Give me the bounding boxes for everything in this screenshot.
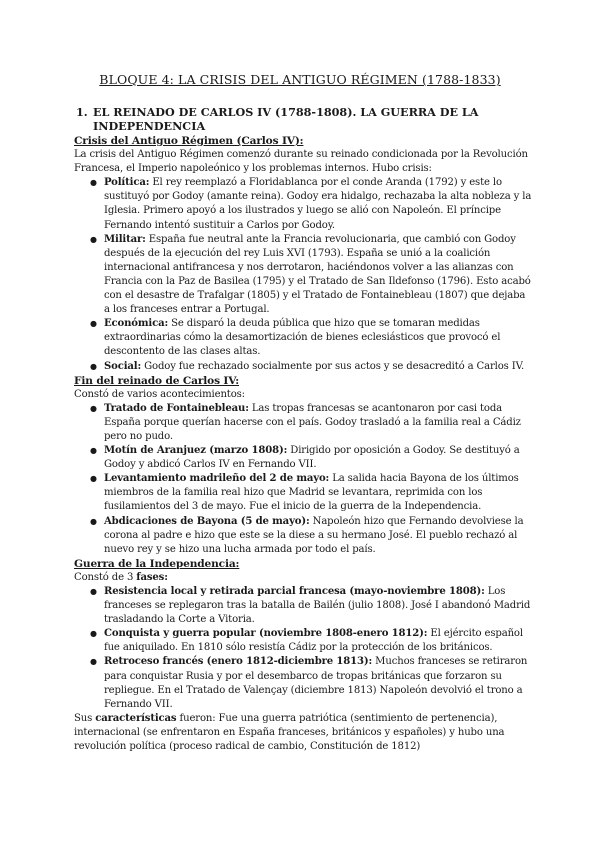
- list-item-label: Tratado de Fontainebleau:: [104, 402, 249, 414]
- list-item: [104, 472, 534, 514]
- document-body: [74, 134, 534, 754]
- list-item-text: El rey reemplazó a Floridablanca por el conde Aranda (1792) y este lo sustituyó por Godoy (amante reina). Godoy era hidalgo, rechazaba la alta nobleza y la Iglesia. Primero apoyó a los ilustrados y luego se alió con Napoleón. El príncipe Fernando intentó sustituir a Carlos por Godoy.: [104, 177, 532, 231]
- list-item: [104, 402, 534, 444]
- list-item-label: Abdicaciones de Bayona (5 de mayo):: [104, 515, 310, 527]
- list-item: [104, 655, 534, 711]
- list-item-label: Política:: [104, 177, 150, 189]
- list-item-label: Levantamiento madrileño del 2 de mayo:: [104, 473, 330, 485]
- list-item-text: Dirigido por oposición a Godoy. Se destituyó a Godoy y abdicó Carlos IV en Fernando VII.: [104, 445, 520, 471]
- list-item-label: Conquista y guerra popular (noviembre 1808-enero 1812):: [104, 628, 428, 640]
- list-item-text: Godoy fue rechazado socialmente por sus actos y se desacreditó a Carlos IV.: [141, 360, 525, 372]
- paragraph-crisis-intro: La crisis del Antiguo Régimen comenzó durante su reinado condicionada por la Revolución Francesa, el Imperio napoleónico y los problemas internos. Hubo crisis:: [74, 149, 528, 175]
- closing-text: fueron: Fue una guerra patriótica (sentimiento de pertenencia), internacional (se enfrentaron en España franceses, británicos y españoles) y hubo una revolución política (proceso radical de cambio, Constitución de 1812): [74, 712, 505, 753]
- guerra-list: [74, 585, 534, 712]
- subheading-crisis: Crisis del Antiguo Régimen (Carlos IV):: [74, 135, 304, 147]
- list-item-text: Los franceses se replegaron tras la batalla de Bailén (julio 1808). José I abandonó Madrid trasladando la Corte a Vitoria.: [104, 586, 531, 626]
- list-item: [104, 515, 534, 557]
- list-item-label: Social:: [104, 360, 142, 372]
- list-item-text: Napoleón hizo que Fernando devolviese la corona al padre e hizo que este se la diese a su hermano José. El pueblo rechazó al nuevo rey y se hizo una lucha armada por todo el país.: [104, 515, 524, 555]
- list-item: [104, 176, 534, 232]
- fin-list: [74, 402, 534, 557]
- page-title: BLOQUE 4: LA CRISIS DEL ANTIGUO RÉGIMEN (1788-1833): [99, 72, 501, 87]
- list-item-label: Retroceso francés (enero 1812-diciembre 1813):: [104, 656, 373, 668]
- list-item-label: Resistencia local y retirada parcial francesa (mayo-noviembre 1808):: [104, 586, 485, 597]
- closing-bold: características: [95, 712, 177, 724]
- section-heading-text: EL REINADO DE CARLOS IV (1788-1808). LA GUERRA DE LA INDEPENDENCIA: [93, 105, 479, 133]
- paragraph-fin-intro: Constó de varios acontecimientos:: [74, 388, 245, 400]
- section-heading: [76, 105, 493, 133]
- subheading-guerra: Guerra de la Independencia:: [74, 557, 240, 570]
- list-item-label: Motín de Aranjuez (marzo 1808):: [104, 445, 288, 457]
- closing-prefix: Sus: [74, 712, 96, 724]
- list-item-text: Las tropas francesas se acantonaron por casi toda España porque querían hacerse con el país. Godoy trasladó a la familia real a Cádiz pero no pudo.: [104, 402, 521, 442]
- list-item-text: Se disparó la deuda pública que hizo que se tomaran medidas extraordinarias cómo la desamortización de bienes eclesiásticos que provocó el descontento de las clases altas.: [104, 318, 501, 358]
- section-number: 1.: [76, 105, 88, 119]
- subheading-fin: Fin del reinado de Carlos IV:: [74, 374, 239, 387]
- list-item: [104, 233, 534, 318]
- crisis-list: [74, 176, 534, 373]
- list-item: [104, 444, 534, 472]
- list-item-text: Muchos franceses se retiraron para conquistar Rusia y por el desembarco de tropas británicas que forzaron su repliegue. En el Tratado de Valençay (diciembre 1813) Napoleón devolvió el trono a Fernando VII.: [104, 656, 528, 710]
- list-item-label: Militar:: [104, 233, 146, 245]
- list-item-text: España fue neutral ante la Francia revolucionaria, que cambió con Godoy después de la ejecución del rey Luis XVI (1793). España se unió a la coalición internacional antifrancesa y nos derrotaron, haciéndonos volver a las alianzas con Francia con la Paz de Basilea (1795) y el Tratado de San Ildefonso (1796). Esto acabó con el desastre de Trafalgar (1805) y el Tratado de Fontainebleau (1807) que dejaba a los franceses entrar a Portugal.: [104, 233, 531, 316]
- paragraph-guerra-intro: [74, 571, 534, 585]
- list-item: [104, 627, 534, 655]
- paragraph-guerra-closing: [74, 712, 534, 754]
- list-item-label: Económica:: [104, 318, 169, 330]
- list-item-text: La salida hacia Bayona de los últimos miembros de la familia real hizo que Madrid se levantara, reprimida con los fusilamientos del 3 de mayo. Fue el inicio de la guerra de la Independencia.: [104, 473, 519, 513]
- list-item: [104, 585, 534, 627]
- list-item-text: El ejército español fue aniquilado. En 1810 sólo resistía Cádiz por la protección de los británicos.: [104, 628, 523, 654]
- list-item: [104, 360, 534, 374]
- intro-bold: fases:: [136, 571, 168, 583]
- list-item: [104, 317, 534, 359]
- intro-prefix: Constó de 3: [74, 571, 137, 583]
